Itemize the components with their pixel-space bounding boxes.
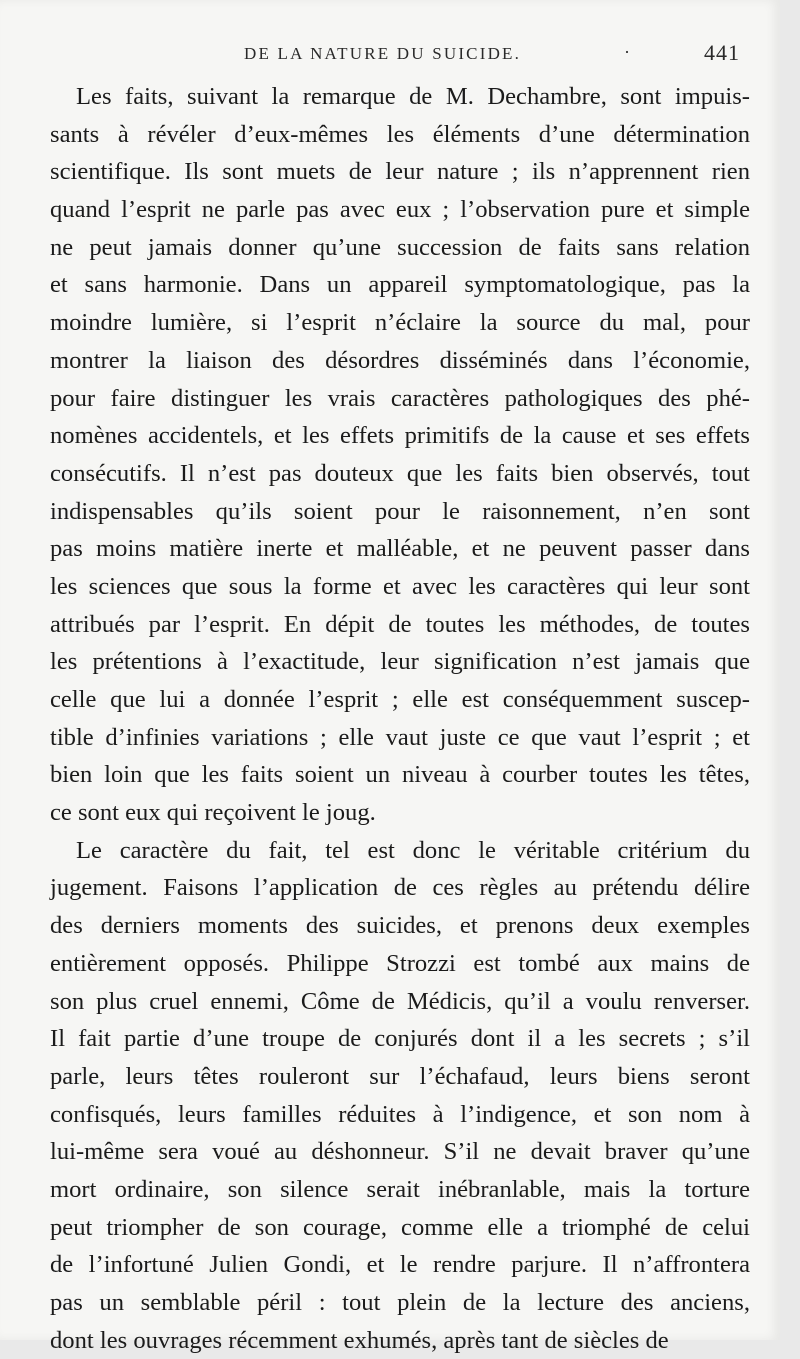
text-line: consécutifs. Il n’est pas douteux que les faits bien observés, tout	[50, 459, 750, 487]
text-line: montrer la liaison des désordres disséminés dans l’économie,	[50, 346, 750, 374]
text-line: Les faits, suivant la remarque de M. Dechambre, sont impuis-	[76, 83, 750, 110]
text-line: sants à révéler d’eux-mêmes les éléments d’une détermination	[50, 120, 750, 148]
text-line: lui-même sera voué au déshonneur. S’il ne devait braver qu’une	[50, 1138, 750, 1166]
text-line: confisqués, leurs familles réduites à l’indigence, et son nom à	[50, 1100, 750, 1128]
text-line: Le caractère du fait, tel est donc le véritable critérium du	[76, 836, 750, 864]
text-line: dont les ouvrages récemment exhumés, après tant de siècles de	[50, 1326, 669, 1354]
text-line: parle, leurs têtes rouleront sur l’échafaud, leurs biens seront	[50, 1062, 750, 1090]
text-line: les sciences que sous la forme et avec les caractères qui leur sont	[50, 572, 750, 600]
text-line: pas moins matière inerte et malléable, et ne peuvent passer dans	[50, 535, 750, 563]
page-number: 441	[704, 40, 740, 65]
text-line: peut triompher de son courage, comme elle a triomphé de celui	[50, 1213, 750, 1241]
paragraph	[50, 832, 750, 1359]
header-dot: ·	[624, 42, 630, 62]
text-line: attribués par l’esprit. En dépit de toutes les méthodes, de toutes	[50, 610, 750, 638]
paragraph	[50, 78, 750, 832]
text-line: des derniers moments des suicides, et prenons deux exemples	[50, 912, 750, 940]
text-line: ce sont eux qui reçoivent le joug.	[50, 799, 376, 827]
text-line: tible d’infinies variations ; elle vaut juste ce que vaut l’esprit ; et	[50, 723, 750, 751]
text-line: bien loin que les faits soient un niveau à courber toutes les têtes,	[50, 761, 750, 789]
text-line: moindre lumière, si l’esprit n’éclaire la source du mal, pour	[50, 309, 750, 337]
body-text	[50, 78, 750, 1359]
page-header	[0, 40, 780, 70]
text-line: celle que lui a donnée l’esprit ; elle est conséquemment suscep-	[50, 686, 750, 713]
text-line: son plus cruel ennemi, Côme de Médicis, qu’il a voulu renverser.	[50, 987, 750, 1015]
text-line: indispensables qu’ils soient pour le raisonnement, n’en sont	[50, 497, 750, 525]
running-title: DE LA NATURE DU SUICIDE.	[244, 44, 522, 63]
text-line: et sans harmonie. Dans un appareil symptomatologique, pas la	[50, 271, 750, 299]
text-line: jugement. Faisons l’application de ces règles au prétendu délire	[50, 874, 750, 902]
text-line: ne peut jamais donner qu’une succession de faits sans relation	[50, 233, 750, 261]
text-line: de l’infortuné Julien Gondi, et le rendre parjure. Il n’affrontera	[50, 1251, 750, 1279]
text-line: pas un semblable péril : tout plein de la lecture des anciens,	[50, 1289, 750, 1316]
text-line: Il fait partie d’une troupe de conjurés dont il a les secrets ; s’il	[50, 1025, 750, 1053]
text-line: mort ordinaire, son silence serait inébranlable, mais la torture	[50, 1175, 750, 1203]
text-line: nomènes accidentels, et les effets primitifs de la cause et ses effets	[50, 422, 750, 450]
text-line: entièrement opposés. Philippe Strozzi est tombé aux mains de	[50, 949, 750, 977]
text-line: quand l’esprit ne parle pas avec eux ; l’observation pure et simple	[50, 196, 750, 224]
text-line: scientifique. Ils sont muets de leur nature ; ils n’apprennent rien	[50, 158, 750, 186]
text-line: pour faire distinguer les vrais caractères pathologiques des phé-	[50, 384, 750, 412]
text-line: les prétentions à l’exactitude, leur signification n’est jamais que	[50, 648, 750, 676]
